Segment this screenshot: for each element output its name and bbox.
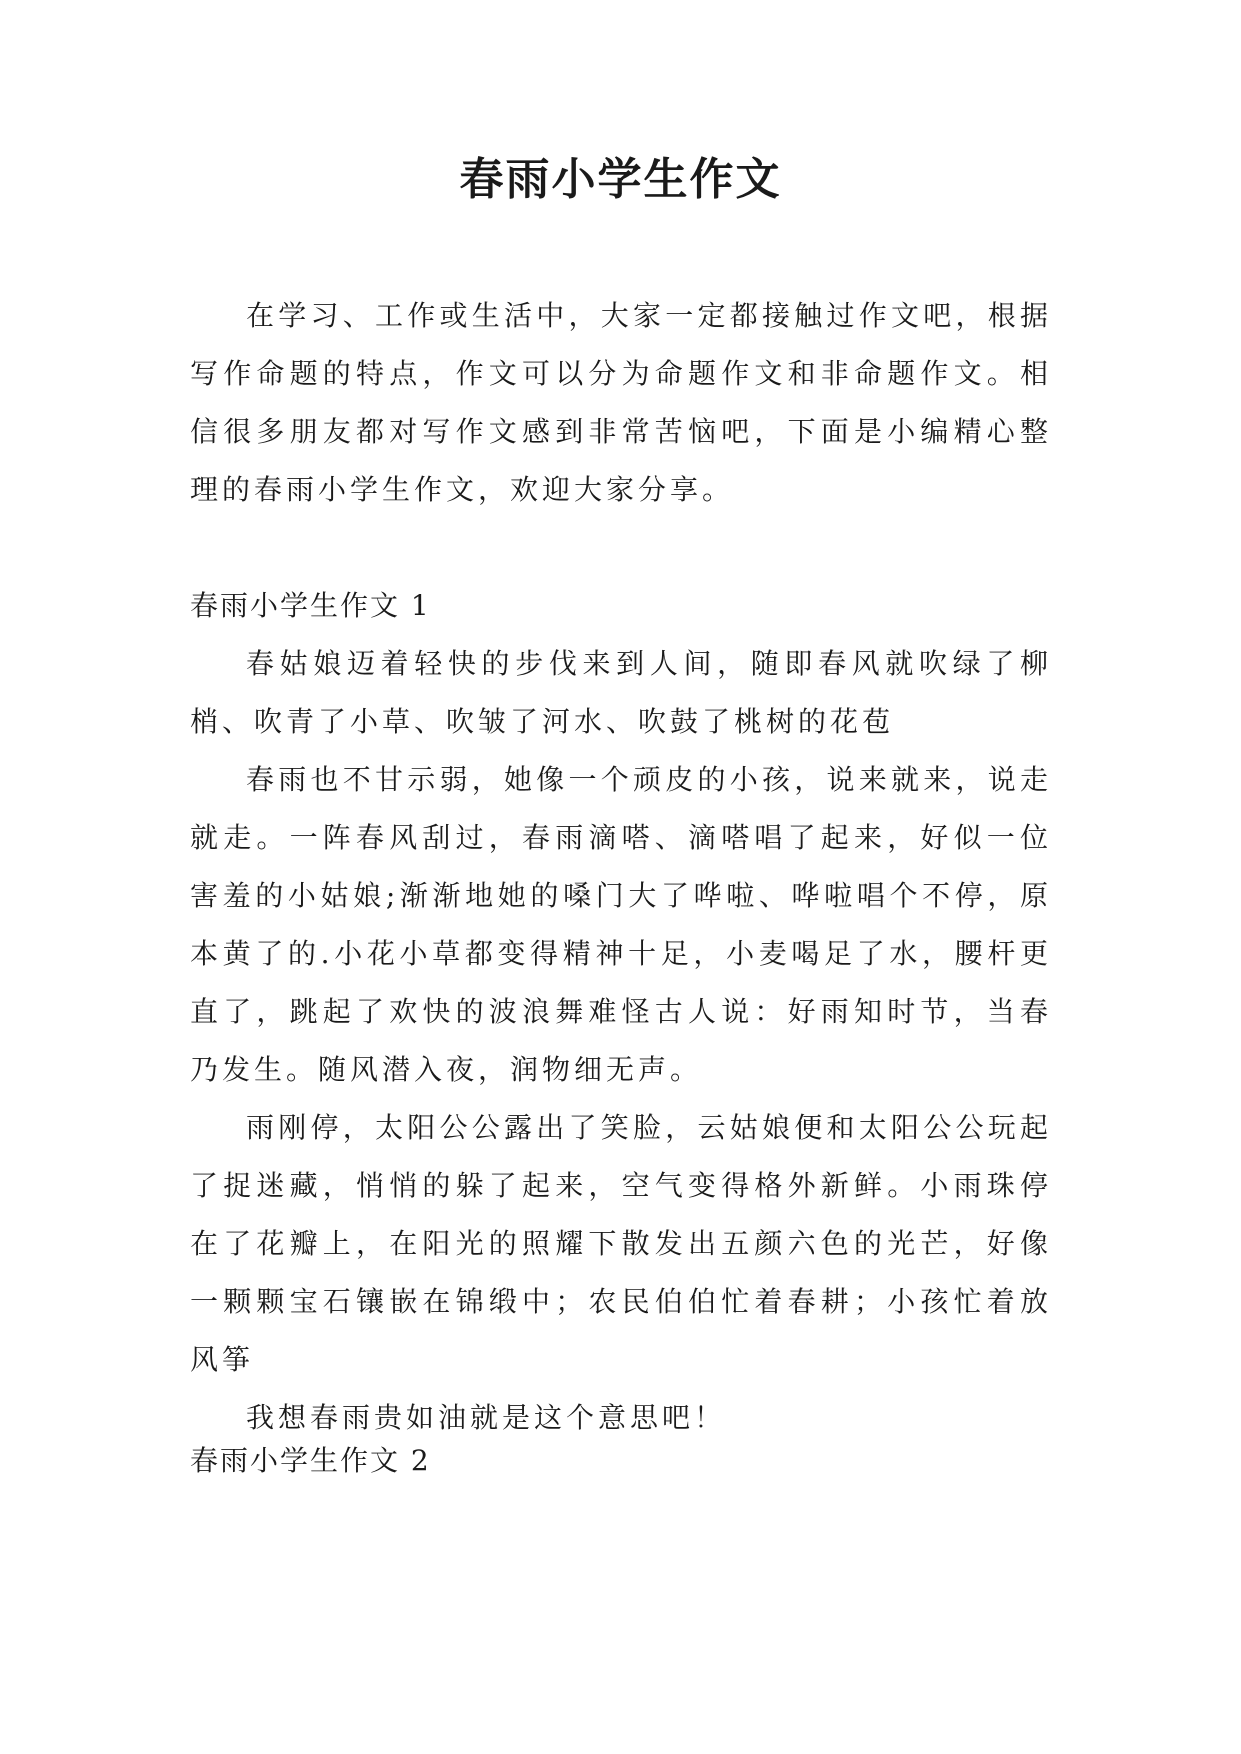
section-heading-1: 春雨小学生作文 1 [190,589,431,622]
section-1-paragraph-1: 春姑娘迈着轻快的步伐来到人间，随即春风就吹绿了柳梢、吹青了小草、吹皱了河水、吹鼓了桃树的花苞 [190,647,1052,738]
section-1-body [190,635,1052,1447]
intro-paragraph: 在学习、工作或生活中，大家一定都接触过作文吧，根据写作命题的特点，作文可以分为命题作文和非命题作文。相信很多朋友都对写作文感到非常苦恼吧，下面是小编精心整理的春雨小学生作文，欢迎大家分享。 [190,299,1052,506]
section-1-paragraph-3: 雨刚停，太阳公公露出了笑脸，云姑娘便和太阳公公玩起了捉迷藏，悄悄的躲了起来，空气变得格外新鲜。小雨珠停在了花瓣上，在阳光的照耀下散发出五颜六色的光芒，好像一颗颗宝石镶嵌在锦缎中；农民伯伯忙着春耕；小孩忙着放风筝 [190,1111,1052,1376]
section-1-paragraph-2: 春雨也不甘示弱，她像一个顽皮的小孩，说来就来，说走就走。一阵春风刮过，春雨滴嗒、滴嗒唱了起来，好似一位害羞的小姑娘;渐渐地她的嗓门大了哗啦、哗啦唱个不停，原本黄了的.小花小草都变得精神十足，小麦喝足了水，腰杆更直了，跳起了欢快的波浪舞难怪古人说：好雨知时节，当春乃发生。随风潜入夜，润物细无声。 [190,763,1052,1086]
intro-block [190,287,1052,519]
document-title: 春雨小学生作文 [459,154,782,205]
section-1-paragraph-4: 我想春雨贵如油就是这个意思吧！ [246,1401,727,1434]
section-heading-2: 春雨小学生作文 2 [190,1444,431,1477]
